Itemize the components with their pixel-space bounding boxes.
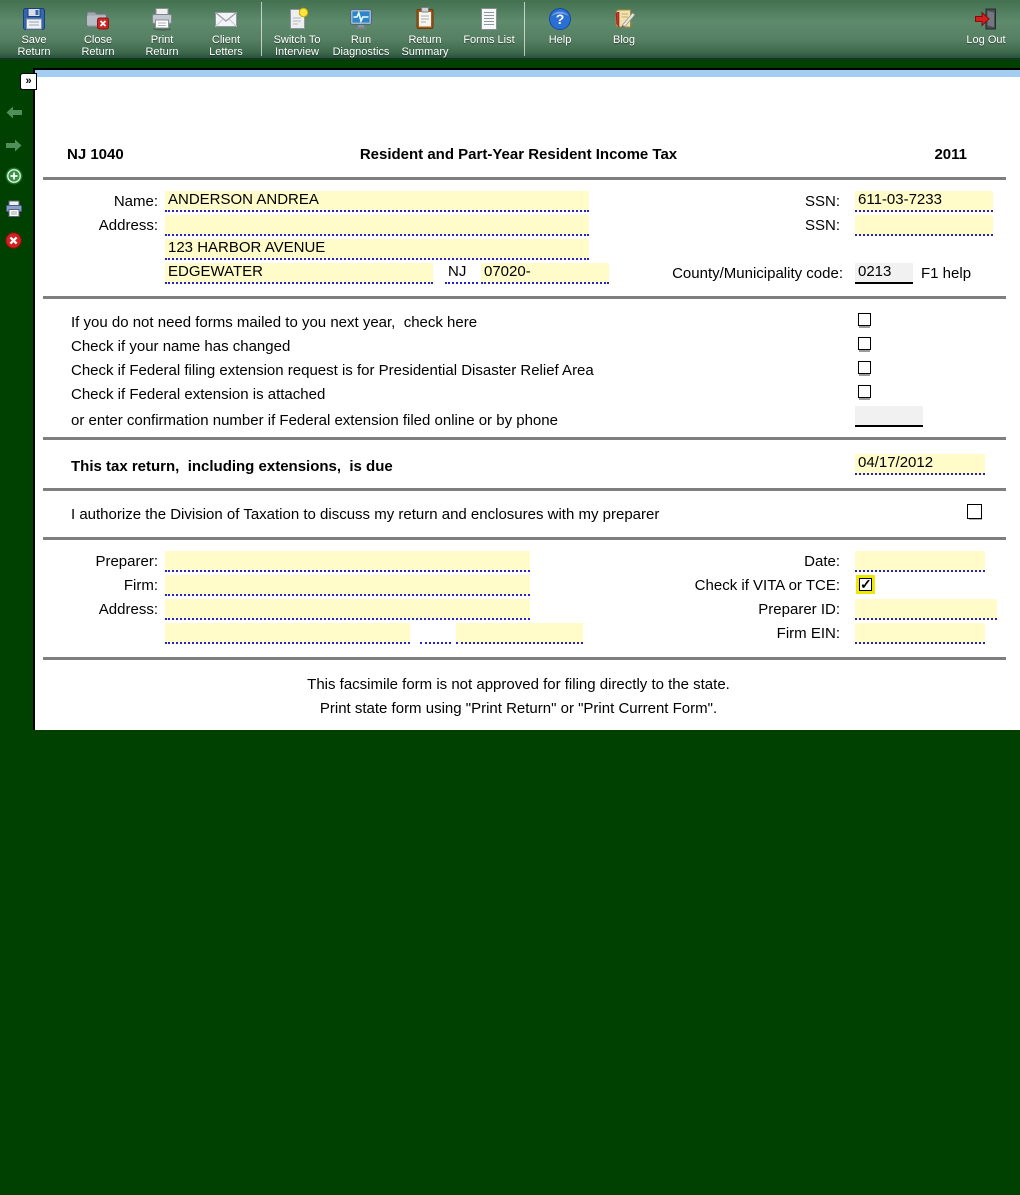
preparer-label: Preparer: — [95, 553, 158, 570]
vita-label: Check if VITA or TCE: — [694, 577, 840, 594]
address2-field[interactable] — [165, 215, 589, 236]
svg-text:?: ? — [555, 10, 565, 27]
name-changed-checkbox[interactable] — [858, 337, 871, 350]
address-label: Address: — [98, 217, 158, 234]
save-icon — [21, 5, 47, 32]
form-title: Resident and Part-Year Resident Income Tax — [359, 146, 678, 163]
spouse-ssn-label: SSN: — [804, 217, 840, 234]
firm-label: Firm: — [123, 577, 158, 594]
zip-field[interactable]: 07020- — [481, 263, 609, 284]
toolbar-separator — [261, 2, 262, 56]
divider — [43, 177, 1006, 180]
facsimile-notice-line2: Print state form using "Print Return" or "Print Current Form". — [319, 700, 718, 717]
help-button[interactable]: ? Help — [528, 0, 592, 58]
city-field[interactable]: EDGEWATER — [165, 263, 433, 284]
save-return-button[interactable]: Save Return — [2, 0, 66, 58]
divider — [43, 296, 1006, 299]
form-id: NJ 1040 — [67, 146, 124, 163]
preparer-address-label: Address: — [98, 601, 158, 618]
client-letters-icon — [213, 5, 239, 32]
preparer-city-field[interactable] — [165, 623, 410, 644]
preparer-id-label: Preparer ID: — [758, 601, 840, 618]
f1-help-text: F1 help — [921, 265, 972, 282]
form-year: 2011 — [934, 146, 967, 163]
switch-to-interview-icon — [284, 5, 310, 32]
street-field[interactable]: 123 HARBOR AVENUE — [165, 239, 589, 260]
due-date-label: This tax return, including extensions, is due — [71, 458, 393, 475]
checkbox-row-label: Check if your name has changed — [71, 338, 291, 355]
preparer-state-field[interactable] — [420, 623, 451, 644]
panel-top-strip — [35, 70, 1020, 77]
log-out-button[interactable]: Log Out — [954, 0, 1018, 58]
preparer-address-field[interactable] — [165, 599, 530, 620]
blog-icon — [611, 5, 637, 32]
vita-tce-checkbox[interactable] — [859, 578, 872, 591]
facsimile-notice-line1: This facsimile form is not approved for filing directly to the state. — [307, 676, 730, 693]
authorization-checkbox[interactable] — [967, 504, 982, 519]
forward-arrow-icon[interactable] — [5, 138, 23, 158]
log-out-icon — [973, 5, 999, 32]
ssn-label: SSN: — [804, 193, 840, 210]
run-diagnostics-icon — [348, 5, 374, 32]
forms-mailed-checkbox[interactable] — [858, 313, 871, 326]
switch-to-interview-button[interactable]: Switch To Interview — [265, 0, 329, 58]
extension-attached-checkbox[interactable] — [858, 385, 871, 398]
blog-button[interactable]: Blog — [592, 0, 656, 58]
spouse-ssn-field[interactable] — [855, 215, 993, 236]
county-code-label: County/Municipality code: — [672, 265, 843, 282]
firm-ein-field[interactable] — [855, 623, 985, 644]
print-return-button[interactable]: Print Return — [130, 0, 194, 58]
ssn-field[interactable]: 611-03-7233 — [855, 191, 993, 212]
divider — [43, 537, 1006, 540]
confirmation-label: or enter confirmation number if Federal extension filed online or by phone — [71, 412, 558, 429]
help-icon — [547, 5, 573, 32]
divider — [43, 657, 1006, 660]
return-summary-button[interactable]: Return Summary — [393, 0, 457, 58]
preparer-date-field[interactable] — [855, 551, 985, 572]
preparer-id-field[interactable] — [855, 599, 997, 620]
due-date-field[interactable]: 04/17/2012 — [855, 454, 985, 475]
checkbox-row-label: If you do not need forms mailed to you next year, check here — [71, 314, 478, 331]
run-diagnostics-button[interactable]: Run Diagnostics — [329, 0, 393, 58]
client-letters-button[interactable]: Client Letters — [194, 0, 258, 58]
close-return-button[interactable]: Close Return — [66, 0, 130, 58]
name-field[interactable]: ANDERSON ANDREA — [165, 191, 589, 212]
return-summary-icon — [412, 5, 438, 32]
state-field[interactable]: NJ — [445, 263, 478, 284]
toolbar — [0, 0, 1020, 60]
close-icon — [85, 5, 111, 32]
divider — [43, 437, 1006, 440]
authorization-label: I authorize the Division of Taxation to discuss my return and enclosures with my preparer — [71, 506, 660, 523]
firm-name-field[interactable] — [165, 575, 530, 596]
name-label: Name: — [113, 193, 158, 210]
form-panel — [33, 68, 1020, 730]
county-code-field[interactable]: 0213 — [855, 263, 913, 284]
add-form-icon[interactable] — [5, 167, 23, 190]
toolbar-separator — [524, 2, 525, 56]
forms-list-button[interactable]: Forms List — [457, 0, 521, 58]
print-form-icon[interactable] — [5, 200, 23, 223]
preparer-name-field[interactable] — [165, 551, 530, 572]
firm-ein-label: Firm EIN: — [776, 625, 840, 642]
divider — [43, 488, 1006, 491]
forms-list-icon — [476, 5, 502, 32]
back-arrow-icon[interactable] — [5, 105, 23, 125]
print-icon — [149, 5, 175, 32]
delete-form-icon[interactable] — [5, 232, 22, 254]
confirmation-number-field[interactable] — [855, 406, 923, 427]
checkbox-row-label: Check if Federal extension is attached — [71, 386, 326, 403]
checkbox-row-label: Check if Federal filing extension request is for Presidential Disaster Relief Area — [71, 362, 594, 379]
date-label: Date: — [804, 553, 840, 570]
disaster-relief-checkbox[interactable] — [858, 361, 871, 374]
sidebar-expander-button[interactable]: » — [20, 73, 37, 90]
